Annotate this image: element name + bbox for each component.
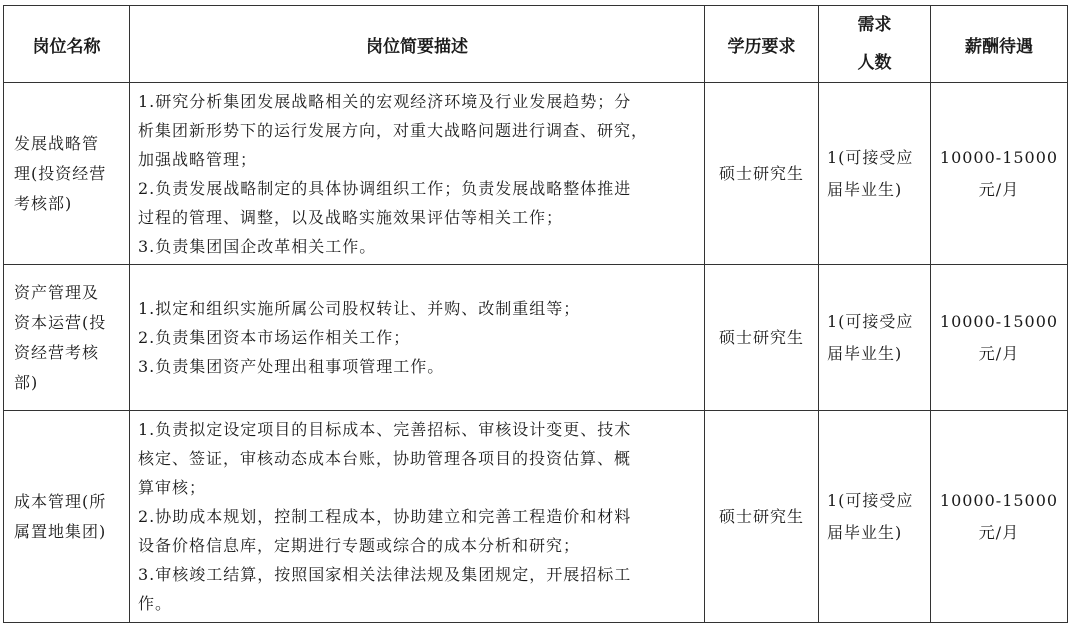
- headcount-line: 1(可接受应: [827, 147, 914, 167]
- description-cell: [130, 83, 705, 265]
- table-row: [4, 265, 1068, 411]
- header-position-name: 岗位名称: [4, 6, 130, 83]
- description-line: 1.研究分析集团发展战略相关的宏观经济环境及行业发展趋势；分: [138, 91, 632, 111]
- job-table: [3, 5, 1068, 623]
- description-cell: [130, 265, 705, 411]
- header-headcount-line2: 人数: [857, 53, 892, 73]
- salary-line: 元/月: [978, 522, 1020, 542]
- position-name-cell: [4, 411, 130, 623]
- salary-line: 元/月: [978, 343, 1020, 363]
- table-row: [4, 83, 1068, 265]
- headcount-line: 届毕业生): [827, 343, 903, 363]
- salary-line: 10000-15000: [939, 490, 1059, 510]
- salary-line: 元/月: [978, 179, 1020, 199]
- description-line: 设备价格信息库，定期进行专题或综合的成本分析和研究；: [138, 536, 581, 555]
- headcount-cell: [819, 265, 931, 411]
- header-salary: 薪酬待遇: [931, 6, 1068, 83]
- headcount-cell: [819, 83, 931, 265]
- description-line: 1.拟定和组织实施所属公司股权转让、并购、改制重组等；: [138, 299, 581, 318]
- header-description: 岗位简要描述: [130, 6, 705, 83]
- headcount-line: 1(可接受应: [827, 490, 914, 510]
- headcount-cell: [819, 411, 931, 623]
- description-line: 作。: [138, 594, 173, 613]
- position-name-cell: [4, 265, 130, 411]
- position-name-line: 资产管理及: [14, 282, 100, 302]
- description-cell: [130, 411, 705, 623]
- position-name-line: 理(投资经营: [14, 163, 107, 183]
- position-name-line: 发展战略管: [14, 133, 100, 153]
- position-name-line: 考核部): [14, 193, 73, 213]
- header-headcount: [819, 6, 931, 83]
- description-line: 过程的管理、调整，以及战略实施效果评估等相关工作；: [138, 207, 564, 227]
- headcount-line: 1(可接受应: [827, 311, 914, 331]
- position-name-line: 部): [14, 372, 39, 392]
- description-line: 加强战略管理；: [138, 149, 258, 169]
- headcount-line: 届毕业生): [827, 179, 903, 199]
- table-row: [4, 411, 1068, 623]
- position-name-line: 成本管理(所: [14, 491, 107, 511]
- description-line: 算审核；: [138, 478, 207, 497]
- salary-cell: [931, 411, 1068, 623]
- position-name-cell: [4, 83, 130, 265]
- education-cell: 硕士研究生: [705, 83, 819, 265]
- salary-line: 10000-15000: [939, 311, 1059, 331]
- description-line: 2.负责集团资本市场运作相关工作；: [138, 328, 411, 347]
- description-line: 2.负责发展战略制定的具体协调组织工作；负责发展战略整体推进: [138, 178, 632, 198]
- description-line: 析集团新形势下的运行发展方向，对重大战略问题进行调查、研究，: [138, 120, 649, 140]
- position-name-line: 资经营考核: [14, 342, 100, 362]
- education-cell: 硕士研究生: [705, 411, 819, 623]
- position-name-line: 资本运营(投: [14, 312, 107, 332]
- position-name-line: 属置地集团): [14, 521, 107, 541]
- description-line: 2.协助成本规划，控制工程成本，协助建立和完善工程造价和材料: [138, 507, 632, 526]
- salary-cell: [931, 265, 1068, 411]
- description-line: 核定、签证，审核动态成本台账，协助管理各项目的投资估算、概: [138, 449, 632, 468]
- description-line: 3.负责集团资产处理出租事项管理工作。: [138, 357, 445, 376]
- description-line: 3.审核竣工结算，按照国家相关法律法规及集团规定，开展招标工: [138, 565, 632, 584]
- description-line: 1.负责拟定设定项目的目标成本、完善招标、审核设计变更、技术: [138, 420, 632, 439]
- headcount-line: 届毕业生): [827, 522, 903, 542]
- header-education: 学历要求: [705, 6, 819, 83]
- description-line: 3.负责集团国企改革相关工作。: [138, 236, 377, 256]
- education-cell: 硕士研究生: [705, 265, 819, 411]
- salary-cell: [931, 83, 1068, 265]
- table-header-row: [4, 6, 1068, 83]
- salary-line: 10000-15000: [939, 147, 1059, 167]
- header-headcount-line1: 需求: [857, 15, 892, 35]
